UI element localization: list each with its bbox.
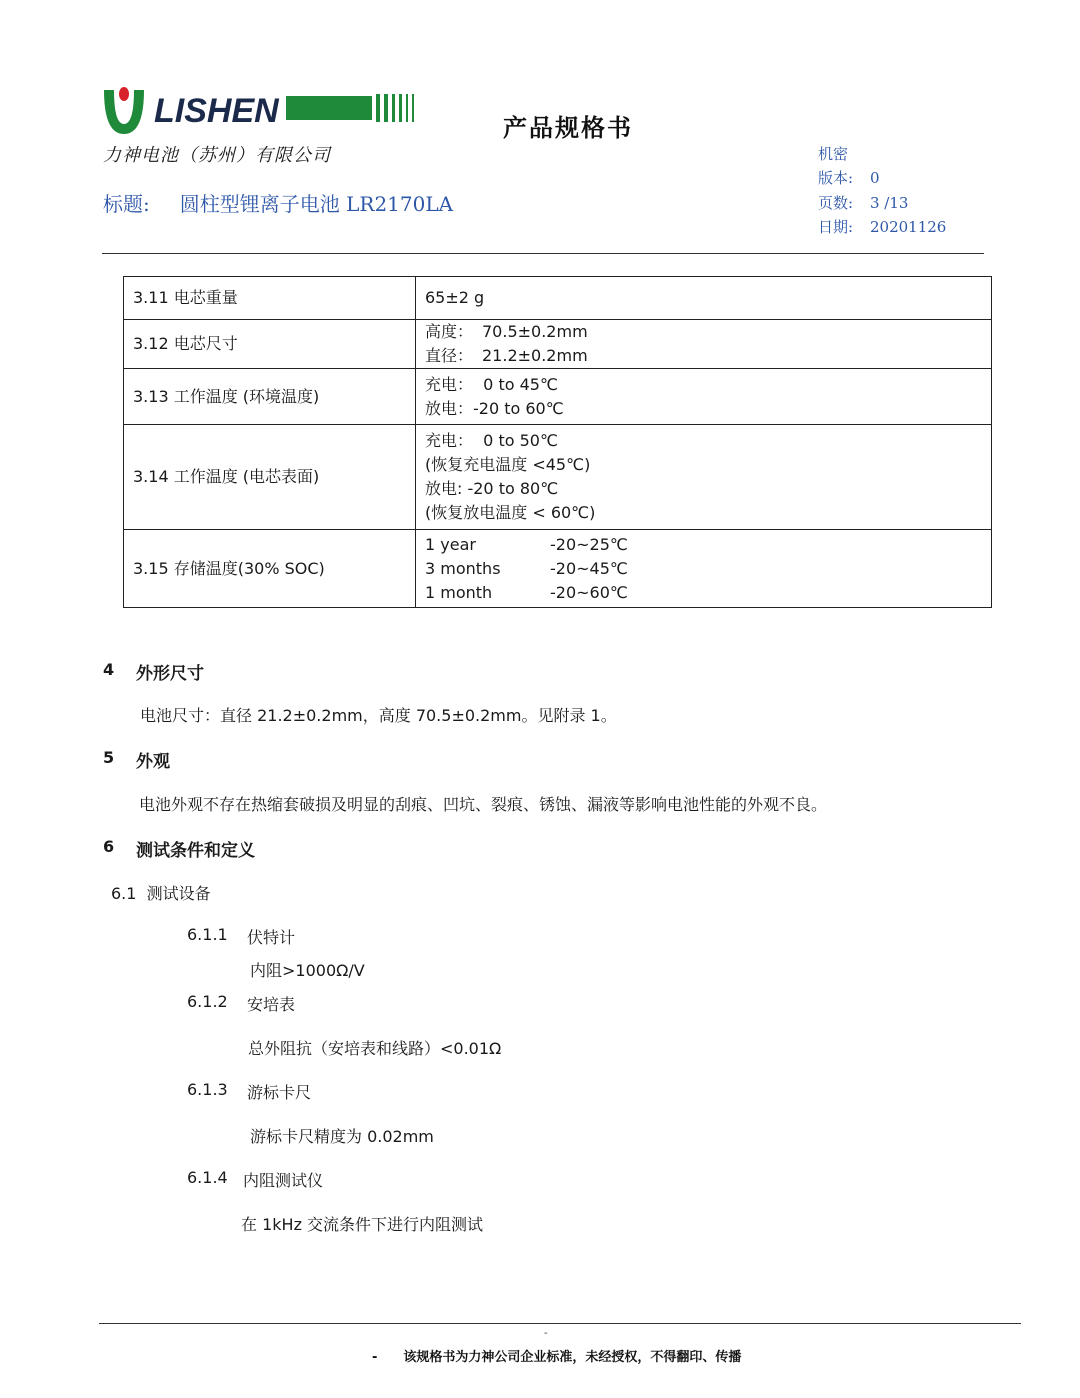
footer-divider: [99, 1323, 1021, 1324]
subject-label: 标题:: [103, 192, 150, 216]
table-row: [124, 530, 992, 608]
table-row: [124, 277, 992, 320]
section-body: 电池尺寸：直径 21.2±0.2mm，高度 70.5±0.2mm。见附录 1。: [140, 706, 617, 725]
svg-text:LISHEN: LISHEN: [154, 92, 279, 130]
version-value: 0: [870, 169, 880, 187]
spec-key: 3.14 工作温度 (电芯表面): [124, 425, 416, 530]
subsection-title: 6.1 测试设备: [111, 884, 211, 903]
item-number: 6.1.1: [187, 925, 228, 944]
spec-key: 3.15 存储温度(30% SOC): [124, 530, 416, 608]
date-label: 日期:: [818, 218, 854, 236]
document-subject: [103, 188, 453, 217]
page-label: 页数:: [818, 194, 854, 212]
section-number: 4: [103, 660, 115, 679]
section-number: 6: [103, 837, 115, 856]
spec-value: 1 year -20~25℃ 3 months -20~45℃ 1 month -20~60℃: [416, 530, 992, 608]
spec-key: 3.12 电芯尺寸: [124, 320, 416, 369]
spec-key: 3.13 工作温度 (环境温度): [124, 369, 416, 425]
item-title: 安培表: [247, 995, 296, 1014]
footer-text: 该规格书为力神公司企业标准，未经授权，不得翻印、传播: [403, 1350, 742, 1365]
company-name: 力神电池（苏州）有限公司: [103, 145, 331, 166]
table-row: [124, 320, 992, 369]
spec-value: 65±2 g: [416, 277, 992, 320]
item-body: 游标卡尺精度为 0.02mm: [250, 1127, 434, 1146]
section-title: 外形尺寸: [136, 664, 204, 684]
version-label: 版本:: [818, 169, 854, 187]
item-body: 在 1kHz 交流条件下进行内阻测试: [241, 1215, 484, 1234]
table-row: [124, 369, 992, 425]
document-title: 产品规格书: [503, 114, 633, 142]
version-line: [818, 167, 880, 188]
spec-value: 充电： 0 to 45℃ 放电：-20 to 60℃: [416, 369, 992, 425]
item-number: 6.1.3: [187, 1080, 228, 1099]
spec-value: 高度： 70.5±0.2mm 直径： 21.2±0.2mm: [416, 320, 992, 369]
footer-mark: -: [544, 1328, 548, 1339]
section-title: 外观: [136, 752, 170, 772]
item-body: 总外阻抗（安培表和线路）<0.01Ω: [248, 1039, 502, 1058]
spec-key: 3.11 电芯重量: [124, 277, 416, 320]
page-value: 3 /13: [870, 194, 909, 212]
header-divider: [102, 253, 984, 254]
item-number: 6.1.2: [187, 992, 228, 1011]
footer-dash: -: [372, 1350, 378, 1365]
subject-value: 圆柱型锂离子电池 LR2170LA: [179, 192, 454, 216]
lishen-logo: [100, 84, 420, 136]
spec-value: 充电： 0 to 50℃ (恢复充电温度 <45℃) 放电: -20 to 80℃ (恢复放电温度 < 60℃): [416, 425, 992, 530]
date-value: 20201126: [870, 218, 947, 236]
section-number: 5: [103, 748, 115, 767]
section-body: 电池外观不存在热缩套破损及明显的刮痕、凹坑、裂痕、锈蚀、漏液等影响电池性能的外观不良。: [139, 795, 828, 814]
date-line: [818, 216, 946, 237]
item-title: 内阻测试仪: [243, 1171, 324, 1190]
table-row: [124, 425, 992, 530]
item-body: 内阻>1000Ω/V: [250, 961, 365, 980]
spec-table: [123, 276, 992, 608]
item-title: 游标卡尺: [247, 1083, 312, 1102]
footer-notice: [372, 1346, 741, 1365]
confidential-label: 机密: [818, 145, 849, 163]
section-title: 测试条件和定义: [136, 841, 255, 861]
item-title: 伏特计: [247, 928, 296, 947]
item-number: 6.1.4: [187, 1168, 228, 1187]
page-line: [818, 192, 908, 213]
